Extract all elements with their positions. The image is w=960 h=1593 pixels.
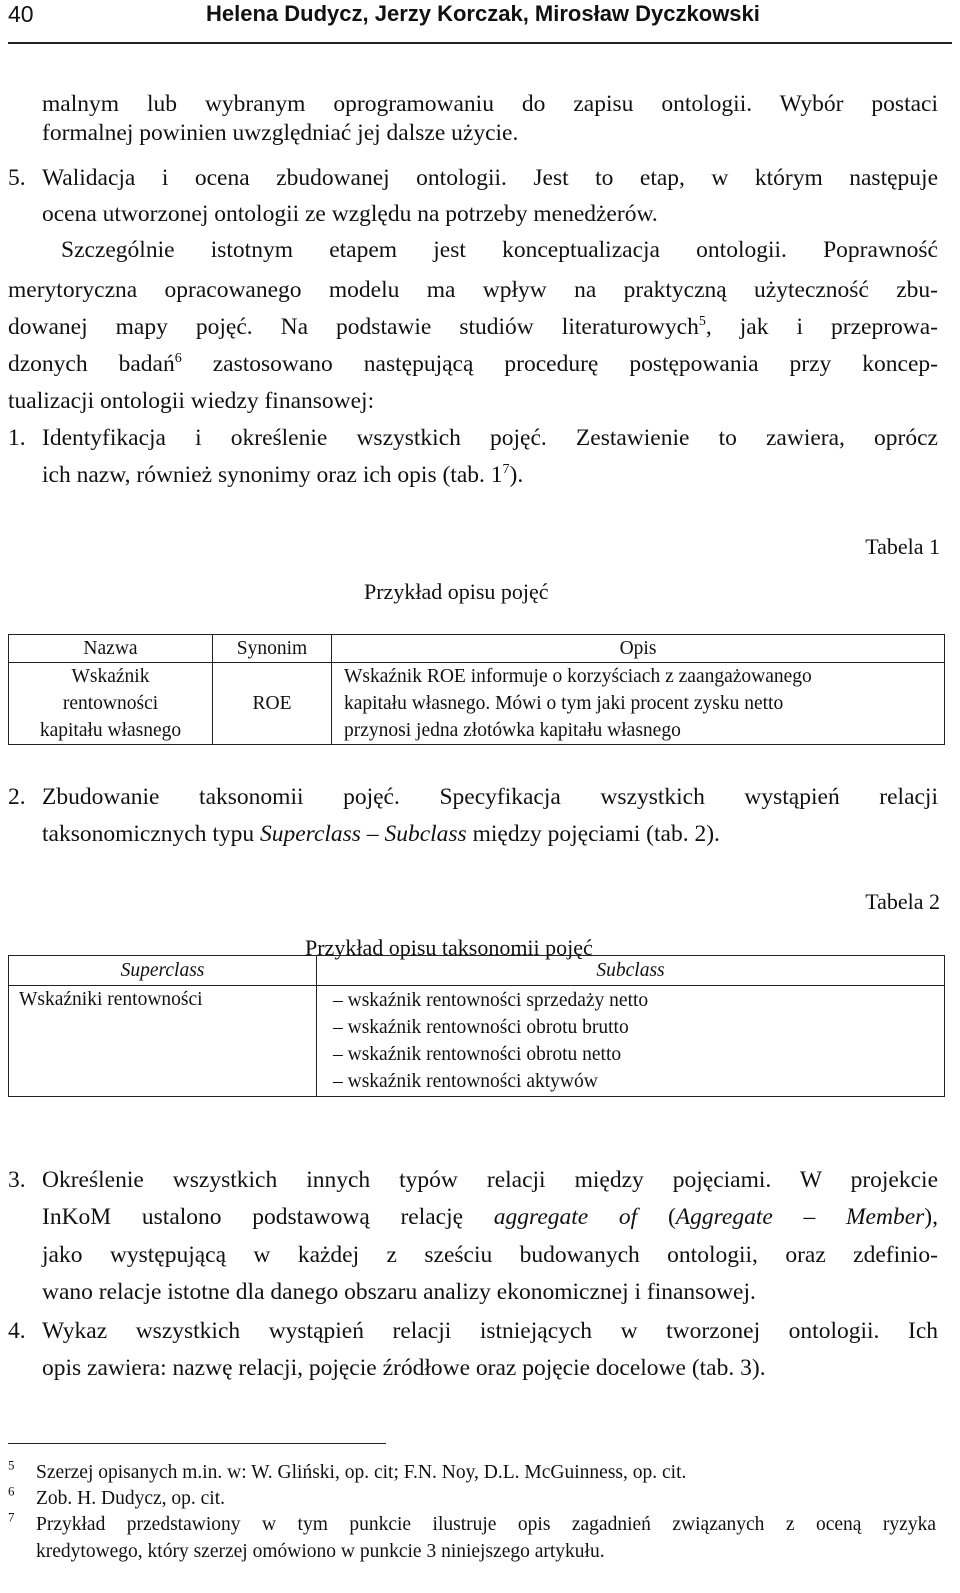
intro-line-1: malnym lub wybranym oprogramowaniu do zapisu ontologii. Wybór postaci xyxy=(42,91,938,117)
cell-name: Wskaźnik rentowności kapitału własnego xyxy=(9,663,213,745)
cell-synonym: ROE xyxy=(213,663,332,745)
item-1-line-2: ich nazw, również synonimy oraz ich opis (tab. $1^7$). xyxy=(42,462,524,488)
header-rule xyxy=(8,42,952,44)
footnote-7-number: 7 xyxy=(8,1509,15,1525)
header-synonim: Synonim xyxy=(213,635,332,663)
item-2-line-2: taksonomicznych typu Superclass – Subclass między pojęciami (tab. 2). xyxy=(42,821,720,847)
list-item: – wskaźnik rentowności obrotu brutto xyxy=(333,1017,629,1038)
footnote-7-text: Przykład przedstawiony w tym punkcie ilustruje opis zagadnień związanych z oceną ryzyka xyxy=(36,1514,936,1535)
list-item: – wskaźnik rentowności sprzedaży netto xyxy=(333,990,649,1011)
paragraph-line-2: merytoryczna opracowanego modelu ma wpływ na praktyczną użyteczność zbu- xyxy=(8,277,938,303)
footnote-ref-6: 6 xyxy=(174,351,182,367)
table-2-label: Tabela 2 xyxy=(865,889,940,914)
paragraph-line-4: dzonych badań$^6$ zastosowano następującą procedurę postępowania przy koncep- xyxy=(8,351,938,377)
item-1-line-1: Identyfikacja i określenie wszystkich pojęć. Zestawienie to zawiera, oprócz xyxy=(42,425,938,451)
table-2-title: Przykład opisu taksonomii pojęć xyxy=(305,935,593,960)
header-opis: Opis xyxy=(332,635,945,663)
table-1-label: Tabela 1 xyxy=(865,534,940,559)
item-3-line-3: jako występującą w każdej z sześciu budowanych ontologii, oraz zdefinio- xyxy=(42,1242,938,1268)
footnote-ref-5: 5 xyxy=(698,314,706,330)
page-number: 40 xyxy=(8,1,34,27)
table-2 xyxy=(8,955,945,1097)
table-row xyxy=(9,956,945,986)
footnote-6-number: 6 xyxy=(8,1483,15,1499)
item-5-line-1: Walidacja i ocena zbudowanej ontologii. Jest to etap, w którym następuje xyxy=(42,165,938,191)
item-2-number: 2. xyxy=(8,784,26,810)
footnote-5-text: Szerzej opisanych m.in. w: W. Gliński, op. cit; F.N. Noy, D.L. McGuinness, op. cit. xyxy=(36,1462,687,1483)
item-3-line-4: wano relacje istotne dla danego obszaru analizy ekonomicznej i finansowej. xyxy=(42,1279,756,1305)
header-nazwa: Nazwa xyxy=(9,635,213,663)
item-5-number: 5. xyxy=(8,165,26,191)
table-row xyxy=(9,635,945,663)
header-superclass: Superclass xyxy=(9,956,317,986)
footnote-rule xyxy=(8,1443,386,1444)
footnote-6-text: Zob. H. Dudycz, op. cit. xyxy=(36,1488,226,1509)
item-4-line-1: Wykaz wszystkich wystąpień relacji istniejących w tworzonej ontologii. Ich xyxy=(42,1318,938,1344)
item-3-line-1: Określenie wszystkich innych typów relacji między pojęciami. W projekcie xyxy=(42,1167,938,1193)
table-row xyxy=(9,663,945,745)
cell-subclasses xyxy=(317,986,945,1097)
table-1-title: Przykład opisu pojęć xyxy=(364,579,549,604)
item-5-line-2: ocena utworzonej ontologii ze względu na potrzeby menedżerów. xyxy=(42,201,658,227)
list-item: – wskaźnik rentowności obrotu netto xyxy=(333,1044,622,1065)
footnote-7-text-cont: kredytowego, który szerzej omówiono w punkcie 3 niniejszego artykułu. xyxy=(36,1541,605,1562)
cell-superclass: Wskaźniki rentowności xyxy=(9,986,317,1097)
list-item: – wskaźnik rentowności aktywów xyxy=(333,1071,598,1092)
item-4-number: 4. xyxy=(8,1318,26,1344)
running-header xyxy=(0,0,960,46)
running-head-authors: Helena Dudycz, Jerzy Korczak, Mirosław Dyczkowski xyxy=(206,1,760,26)
item-1-number: 1. xyxy=(8,425,26,451)
footnote-ref-7: 7 xyxy=(502,462,510,478)
intro-line-2: formalnej powinien uwzględniać jej dalsze użycie. xyxy=(42,120,519,146)
footnote-5-number: 5 xyxy=(8,1457,15,1473)
cell-description: Wskaźnik ROE informuje o korzyściach z zaangażowanego kapitału własnego. Mówi o tym jaki procent zysku netto przynosi jedna złotówka kapitału własnego xyxy=(332,663,945,745)
item-3-line-2: InKoM ustalono podstawową relację aggregate of (Aggregate – Member), xyxy=(42,1204,938,1230)
table-row xyxy=(9,986,945,1097)
paragraph-line-3: dowanej mapy pojęć. Na podstawie studiów literaturowych$^5$, jak i przeprowa- xyxy=(8,314,938,340)
item-2-line-1: Zbudowanie taksonomii pojęć. Specyfikacja wszystkich wystąpień relacji xyxy=(42,784,938,810)
item-4-line-2: opis zawiera: nazwę relacji, pojęcie źródłowe oraz pojęcie docelowe (tab. 3). xyxy=(42,1355,766,1381)
table-1 xyxy=(8,634,945,745)
paragraph-line-1: Szczególnie istotnym etapem jest konceptualizacja ontologii. Poprawność xyxy=(61,237,938,263)
paragraph-line-5: tualizacji ontologii wiedzy finansowej: xyxy=(8,388,375,414)
item-3-number: 3. xyxy=(8,1167,26,1193)
header-subclass: Subclass xyxy=(317,956,945,986)
